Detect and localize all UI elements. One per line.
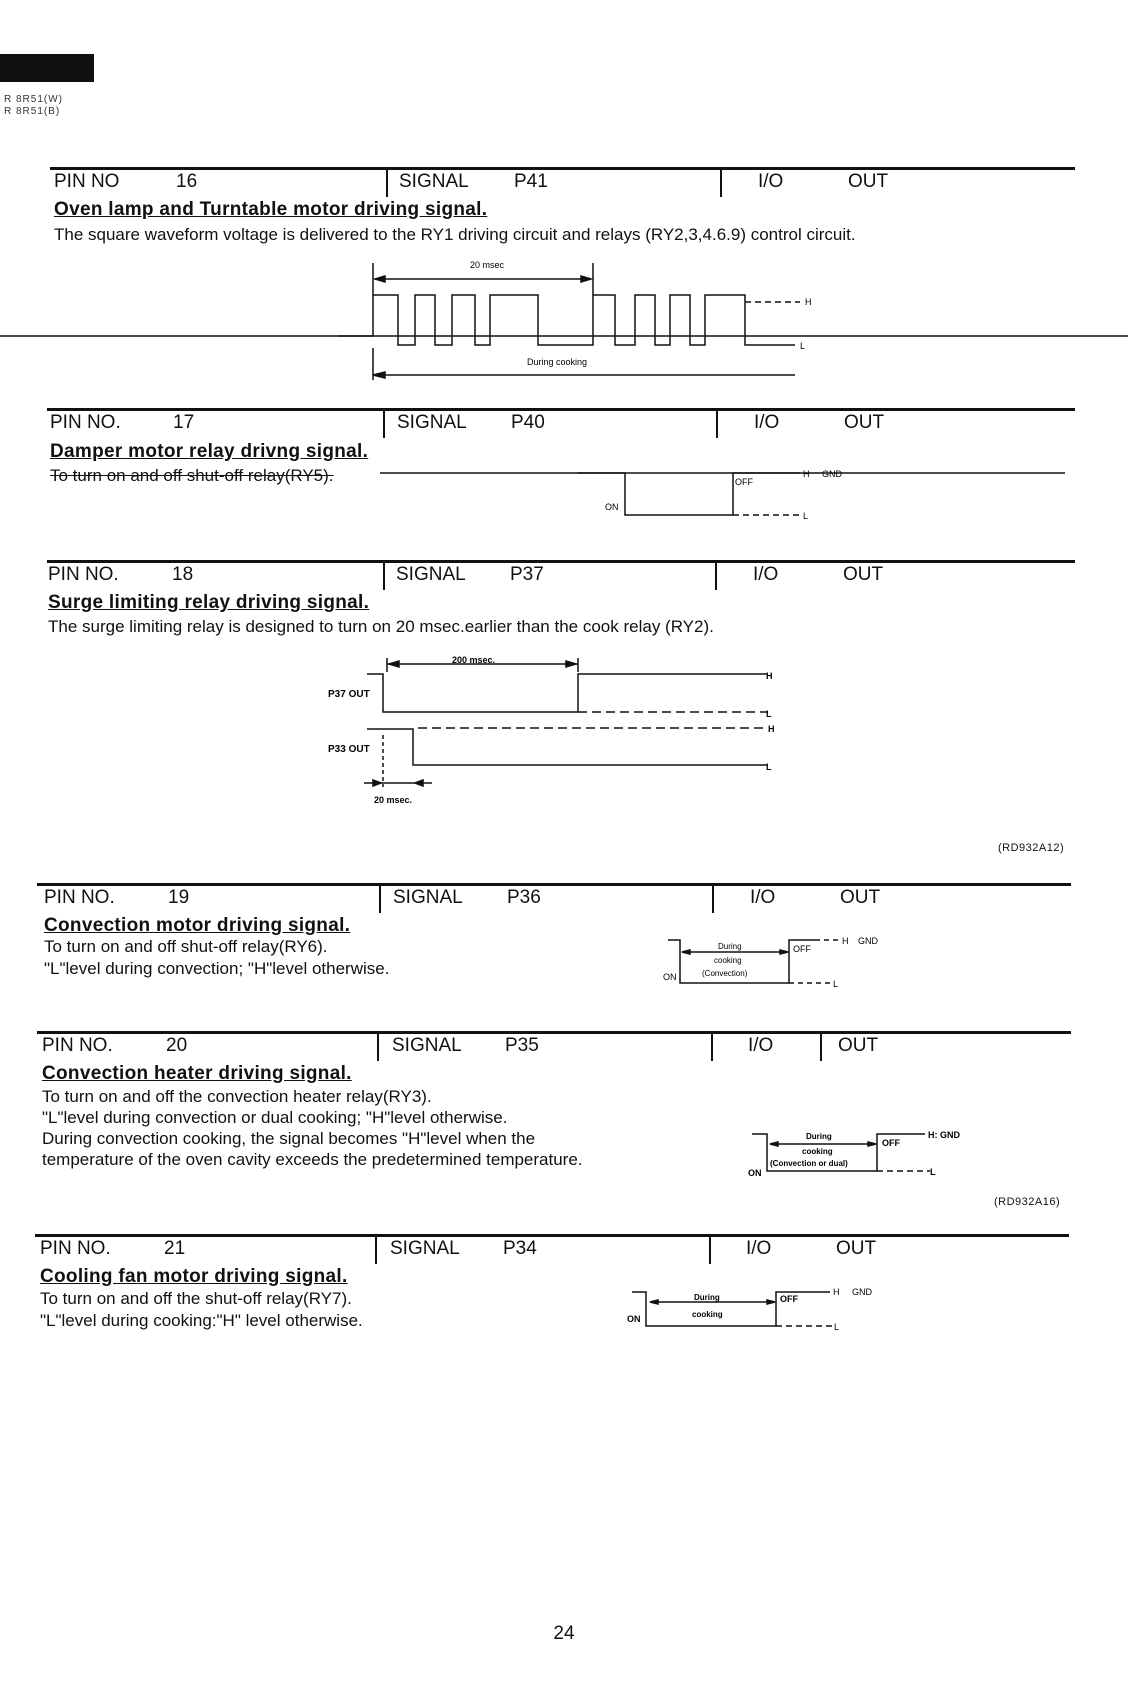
- signal-value: P40: [511, 412, 545, 433]
- cooking-label: cooking: [692, 1310, 723, 1319]
- gnd-label: GND: [858, 936, 878, 946]
- section-title: Convection motor driving signal.: [44, 915, 351, 936]
- on-label: ON: [748, 1168, 762, 1178]
- p33-out-label: P33 OUT: [328, 744, 370, 755]
- gnd-label: GND: [852, 1287, 872, 1297]
- io-value: OUT: [843, 564, 884, 585]
- section-desc-line-1: To turn on and off shut-off relay(RY6).: [44, 937, 328, 956]
- io-label: I/O: [746, 1238, 772, 1259]
- off-label: OFF: [882, 1138, 900, 1148]
- io-value: OUT: [840, 887, 881, 908]
- signal-label: SIGNAL: [397, 412, 467, 433]
- section-desc: To turn on and off shut-off relay(RY5).: [50, 466, 334, 485]
- waveform-diagram-19: [0, 930, 1128, 1000]
- waveform-diagram-21: [0, 1280, 1128, 1340]
- section-desc-line-2: "L"level during convection; "H"level otherwise.: [44, 959, 390, 978]
- pin-label: PIN NO: [54, 171, 120, 192]
- signal-label: SIGNAL: [393, 887, 463, 908]
- l-level-label: L: [834, 1322, 840, 1332]
- on-label: ON: [627, 1314, 641, 1324]
- pin-number: 21: [164, 1238, 186, 1259]
- waveform-diagram-17: [0, 462, 1128, 522]
- off-label: OFF: [793, 944, 811, 954]
- l-level-label-2: L: [766, 762, 772, 772]
- signal-label: SIGNAL: [390, 1238, 460, 1259]
- section-desc-line-1: To turn on and off the shut-off relay(RY7).: [40, 1289, 352, 1308]
- h-level-label: H: [803, 469, 810, 479]
- section-title: Cooling fan motor driving signal.: [40, 1266, 348, 1287]
- section-desc-line-2: "L"level during convection or dual cooking; "H"level otherwise.: [42, 1108, 508, 1127]
- section-desc: The square waveform voltage is delivered to the RY1 driving circuit and relays (RY2,3,4.6.9) control circuit.: [54, 225, 856, 244]
- io-value: OUT: [836, 1238, 877, 1259]
- io-label: I/O: [753, 564, 779, 585]
- reference-code-2: (RD932A16): [994, 1196, 1061, 1208]
- model-line-1: R 8R51(W): [4, 94, 64, 105]
- pin-header-18: [0, 560, 1128, 592]
- pin-number: 20: [166, 1035, 188, 1056]
- pin-header-19: [0, 883, 1128, 915]
- pin-header-16: [0, 167, 1128, 199]
- section-desc: The surge limiting relay is designed to turn on 20 msec.earlier than the cook relay (RY2).: [48, 617, 714, 636]
- signal-label: SIGNAL: [396, 564, 466, 585]
- waveform-diagram-18: [0, 650, 1128, 820]
- signal-label: SIGNAL: [392, 1035, 462, 1056]
- signal-value: P41: [514, 171, 548, 192]
- io-value: OUT: [844, 412, 885, 433]
- pin-label: PIN NO.: [50, 412, 121, 433]
- pin-number: 17: [173, 412, 195, 433]
- io-label: I/O: [748, 1035, 774, 1056]
- on-label: ON: [605, 502, 619, 512]
- l-level-label: L: [930, 1167, 936, 1177]
- page-number: 24: [553, 1623, 575, 1644]
- waveform-diagram-16: [0, 255, 1128, 385]
- reference-code-1: (RD932A12): [998, 842, 1065, 854]
- delay-label: 20 msec.: [374, 795, 413, 805]
- pin-number: 19: [168, 887, 190, 908]
- io-label: I/O: [758, 171, 784, 192]
- l-level-label: L: [833, 979, 839, 989]
- gnd-label: GND: [822, 469, 842, 479]
- section-title: Damper motor relay drivng signal.: [50, 441, 369, 462]
- pin-label: PIN NO.: [44, 887, 115, 908]
- io-value: OUT: [838, 1035, 879, 1056]
- signal-value: P34: [503, 1238, 537, 1259]
- h-level-label: H: [805, 297, 812, 307]
- during-label: During: [806, 1132, 832, 1141]
- p37-out-label: P37 OUT: [328, 689, 370, 700]
- io-label: I/O: [750, 887, 776, 908]
- pin-label: PIN NO.: [48, 564, 119, 585]
- pin-header-17: [0, 408, 1128, 440]
- during-label: During: [718, 942, 742, 951]
- signal-value: P36: [507, 887, 541, 908]
- during-label: During: [694, 1293, 720, 1302]
- signal-label: SIGNAL: [399, 171, 469, 192]
- pin-header-21: [0, 1234, 1128, 1266]
- signal-value: P37: [510, 564, 544, 585]
- h-level-label: H: [766, 671, 773, 681]
- l-level-label: L: [766, 709, 772, 719]
- signal-value: P35: [505, 1035, 539, 1056]
- convection-label: (Convection): [702, 969, 748, 978]
- section-title: Oven lamp and Turntable motor driving signal.: [54, 199, 488, 220]
- waveform-diagram-20: [0, 1122, 1128, 1192]
- h-level-label-2: H: [768, 724, 775, 734]
- l-level-label: L: [803, 511, 809, 521]
- off-label: OFF: [780, 1294, 798, 1304]
- l-level-label: L: [800, 341, 806, 351]
- h-gnd-label: H: GND: [928, 1130, 960, 1140]
- section-title: Surge limiting relay driving signal.: [48, 592, 370, 613]
- pin-label: PIN NO.: [42, 1035, 113, 1056]
- cooking-label: cooking: [802, 1147, 833, 1156]
- section-desc-line-2: "L"level during cooking:"H" level otherwise.: [40, 1311, 363, 1330]
- during-cooking-label: During cooking: [527, 357, 588, 367]
- pin-number: 18: [172, 564, 194, 585]
- section-desc-line-4: temperature of the oven cavity exceeds the predetermined temperature.: [42, 1150, 583, 1169]
- io-value: OUT: [848, 171, 889, 192]
- convection-or-dual-label: (Convection or dual): [770, 1159, 848, 1168]
- pin-header-20: [0, 1031, 1128, 1063]
- section-desc-line-1: To turn on and off the convection heater relay(RY3).: [42, 1087, 432, 1106]
- section-title: Convection heater driving signal.: [42, 1063, 352, 1084]
- io-label: I/O: [754, 412, 780, 433]
- period-label: 20 msec: [470, 260, 505, 270]
- off-label: OFF: [735, 477, 753, 487]
- logo-block: [0, 54, 94, 82]
- section-desc-line-3: During convection cooking, the signal becomes "H"level when the: [42, 1129, 536, 1148]
- cooking-label: cooking: [714, 956, 742, 965]
- pin-number: 16: [176, 171, 198, 192]
- pin-label: PIN NO.: [40, 1238, 111, 1259]
- h-level-label: H: [833, 1287, 840, 1297]
- model-line-2: R 8R51(B): [4, 106, 61, 117]
- span-label: 200 msec.: [452, 655, 496, 665]
- on-label: ON: [663, 972, 677, 982]
- h-level-label: H: [842, 936, 849, 946]
